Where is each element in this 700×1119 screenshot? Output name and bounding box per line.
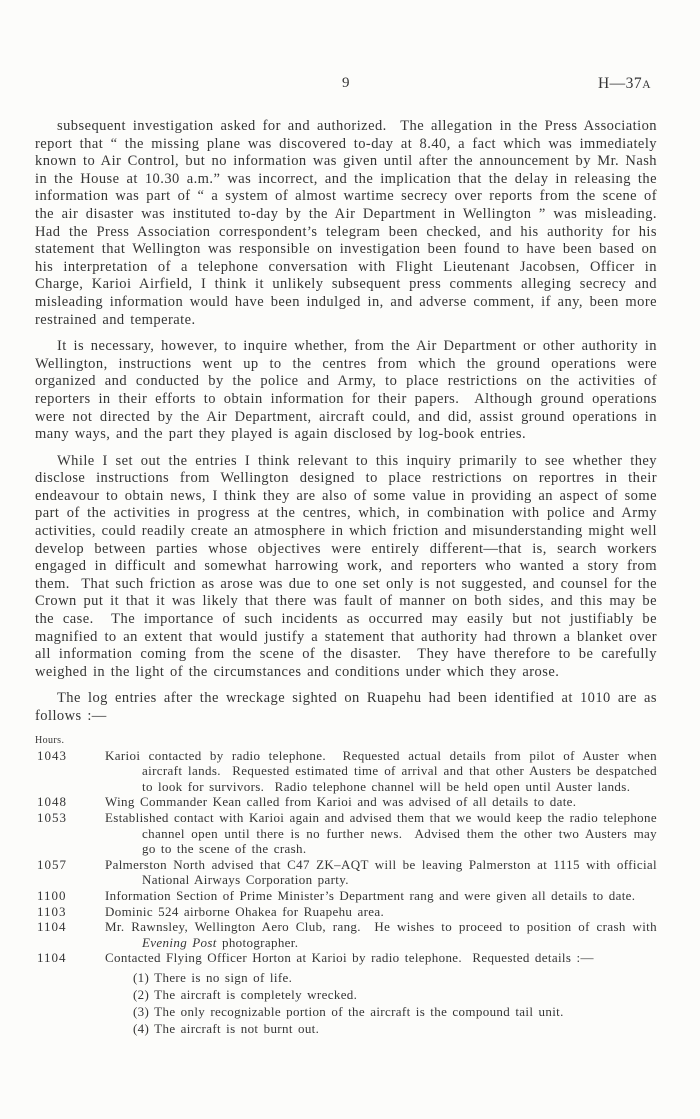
paragraph-log-intro: The log entries after the wreckage sighted on Ruapehu had been identified at 1010 are as follows :— (35, 690, 663, 724)
log-entries-section (35, 734, 663, 1037)
log-entry-time: 1048 (37, 794, 67, 810)
report-body (35, 118, 669, 1037)
log-entry-text-post: photographer. (216, 934, 299, 950)
log-entry-time: 1103 (37, 903, 67, 919)
log-entry-text: Contacted Flying Officer Horton at Karioi by radio telephone. Requested details :— (105, 950, 594, 966)
crash-detail-item: (3) The only recognizable portion of the aircraft is the compound tail unit. (133, 1004, 564, 1020)
log-entry-text: Karioi contacted by radio telephone. Requested actual details from pilot of Auster when aircraft lands. Requested estimated time of arrival and that other Austers be despatched to look for survivors. Radio telephone channel will be held open until Auster lands. (105, 747, 663, 794)
log-entry (35, 747, 663, 795)
document-reference-suffix: A (642, 79, 651, 91)
log-entry (35, 904, 657, 920)
paragraph-press-allegation: subsequent investigation asked for and authorized. The allegation in the Press Association report that “ the missing plane was discovered to-day at 8.40, a fact which was immediately known to Air Control, but no information was given until after the announcement by Mr. Nash in the House at 10.30 a.m.” was incorrect, and the implication that the delay in releasing the information was part of “ a system of almost wartime secrecy over reports from the scene of the air disaster was instituted to-day by the Air Department in Wellington ” was misleading. Had the Press Association correspondent’s telegram been checked, and his authority for his statement that Wellington was responsible on investigation been found to have been based on his interpretation of a telephone conversation with Flight Lieutenant Jacobsen, Officer in Charge, Karioi Airfield, I think it unlikely subsequent press comments alleging secrecy and misleading information would have been indulged in, and adverse comment, if any, been more restrained and temperate. (35, 118, 669, 328)
log-entry (35, 950, 657, 1036)
page-header (35, 75, 657, 97)
log-entry-time: 1100 (37, 887, 67, 903)
log-entry (35, 919, 663, 950)
log-entry-time: 1104 (37, 950, 67, 966)
log-entry-text: Dominic 524 airborne Ohakea for Ruapehu area. (105, 903, 385, 919)
log-entry-time: 1104 (37, 919, 67, 935)
log-entry-text-pre: Mr. Rawnsley, Wellington Aero Club, rang. He wishes to proceed to position of crash with (105, 919, 663, 935)
log-entry (35, 856, 663, 888)
paragraph-log-entries-purpose: While I set out the entries I think relevant to this inquiry primarily to see whether they disclose instructions from Wellington designed to place restrictions on reportres in their endeavour to obtain news, I think they are also of some value in providing an aspect of some part of the activities in progress at the centres, which, in combination with police and Army activities, could readily create an atmosphere in which friction and misunderstanding might well develop between parties whose objectives were entirely different—that is, search workers engaged in difficult and somewhat harrowing work, and reporters who wanted a story from them. That such friction as arose was due to one set only is not suggested, and counsel for the Crown put it that it was likely that there was fault of manner on both sides, and this may be the case. The importance of such incidents as occurred may easily but not justifiably be magnified to an extent that would justify a statement that authority had thrown a blanket over all information coming from the scene of the disaster. They have therefore to be carefully weighed in the light of the circumstances and conditions under which they arose. (35, 452, 663, 680)
document-reference (598, 75, 651, 93)
log-entry-text (105, 919, 663, 950)
log-entry-time: 1043 (37, 747, 67, 763)
hours-column-label: Hours. (35, 734, 65, 746)
document-reference-main: H—37 (597, 75, 643, 92)
log-entry-text: Established contact with Karioi again and advised them that we would keep the radio telephone channel open until there is no further news. Advised them the other two Austers may go to the scene of the crash. (105, 809, 663, 857)
log-entry (35, 888, 657, 904)
log-entry-text: Wing Commander Kean called from Karioi and was advised of all details to date. (105, 794, 577, 810)
log-entry (35, 809, 663, 857)
log-entry-time: 1057 (37, 856, 67, 872)
log-entry (35, 794, 657, 810)
crash-details-list (133, 970, 657, 1037)
log-entry-time: 1053 (37, 809, 67, 825)
paragraph-inquiry-necessary: It is necessary, however, to inquire whether, from the Air Department or other authority in Wellington, instructions went up to the centres from which the ground operations were organized and conducted by the police and Army, to place restrictions on the activities of reporters in their efforts to obtain information for their papers. Although ground operations were not directed by the Air Department, aircraft could, and did, assist ground operations in many ways, and the part they played is again disclosed by log-book entries. (35, 338, 663, 443)
crash-detail-item: (4) The aircraft is not burnt out. (133, 1021, 320, 1037)
crash-detail-item: (1) There is no sign of life. (133, 969, 293, 985)
italic-publication-name: Evening Post (142, 934, 217, 950)
log-entry-text: Palmerston North advised that C47 ZK–AQT will be leaving Palmerston at 1115 with official National Airways Corporation party. (105, 856, 663, 888)
page-number: 9 (342, 75, 350, 91)
log-entry-text: Information Section of Prime Minister’s Department rang and were given all details to date. (105, 887, 636, 903)
crash-detail-item: (2) The aircraft is completely wrecked. (133, 987, 358, 1002)
